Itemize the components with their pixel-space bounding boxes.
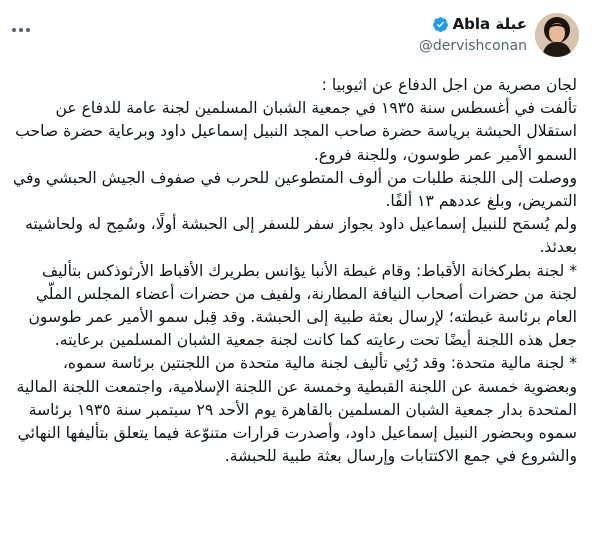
post-header: [0, 0, 593, 70]
author-display-name[interactable]: Abla عبلة: [452, 15, 527, 33]
more-horizontal-icon: [12, 28, 16, 32]
verified-badge-icon: [432, 16, 449, 33]
author-name-row: [419, 14, 527, 34]
author-handle[interactable]: @dervishconan: [418, 38, 527, 54]
post-text: لجان مصرية من اجل الدفاع عن اثيوبيا : تألفت في أغسطس سنة ١٩٣٥ في جمعية الشبان المسلمين لجنة عامة للدفاع عن استقلال الحبشة برياسة حضرة صاحب المجد النبيل إسماعيل داود وبرعاية حضرة صاحب السمو الأمير عمر طوسون، وللجنة فروع. ووصلت إلى اللجنة طلبات من ألوف المتطوعين للحرب في صفوف الجيش الحبشي وفي التمريض، وبلغ عددهم ١٣ ألفًا. ولم يُسمَح للنبيل إسماعيل داود بجواز سفر للسفر إلى الحبشة أولًا، وسُمِح له ولحاشيته بعدئذ. * لجنة بطركخانة الأقباط: وقام غبطة الأنبا يؤانس بطريرك الأقباط الأرثوذكس بتأليف لجنة من حضرات أصحاب النيافة المطارنة، ولفيف من حضرات أعضاء المجلس الملّي العام برئاسة غبطته؛ لإرسال بعثة طبية إلى الحبشة. وقد قِبل سمو الأمير عمر طوسون جعل هذه اللجنة أيضًا تحت رعايته كما كانت لجنة جمعية الشبان المسلمين برعايته. * لجنة مالية متحدة: وقد رُئِي تأليف لجنة مالية متحدة من اللجنتين برئاسة سموه، وبعضوية خمسة عن اللجنة القبطية وخمسة عن اللجنة الإسلامية، واجتمعت اللجنة المالية المتحدة بدار جمعية الشبان المسلمين بالقاهرة يوم الأحد ٢٩ سبتمبر سنة ١٩٣٥ برئاسة سموه وبحضور النبيل إسماعيل داود، وأصدرت قرارات متنوّعة فيما يتعلق بتأليفها النهائي والشروع في جمع الاكتتابات وإرسال بعثة طبية للحبشة.: [12, 76, 577, 466]
more-horizontal-icon: [19, 28, 23, 32]
more-options-button[interactable]: [12, 24, 32, 36]
avatar[interactable]: [535, 13, 579, 57]
profile-photo: [535, 13, 579, 57]
more-horizontal-icon: [26, 28, 30, 32]
author-info[interactable]: [419, 14, 527, 56]
